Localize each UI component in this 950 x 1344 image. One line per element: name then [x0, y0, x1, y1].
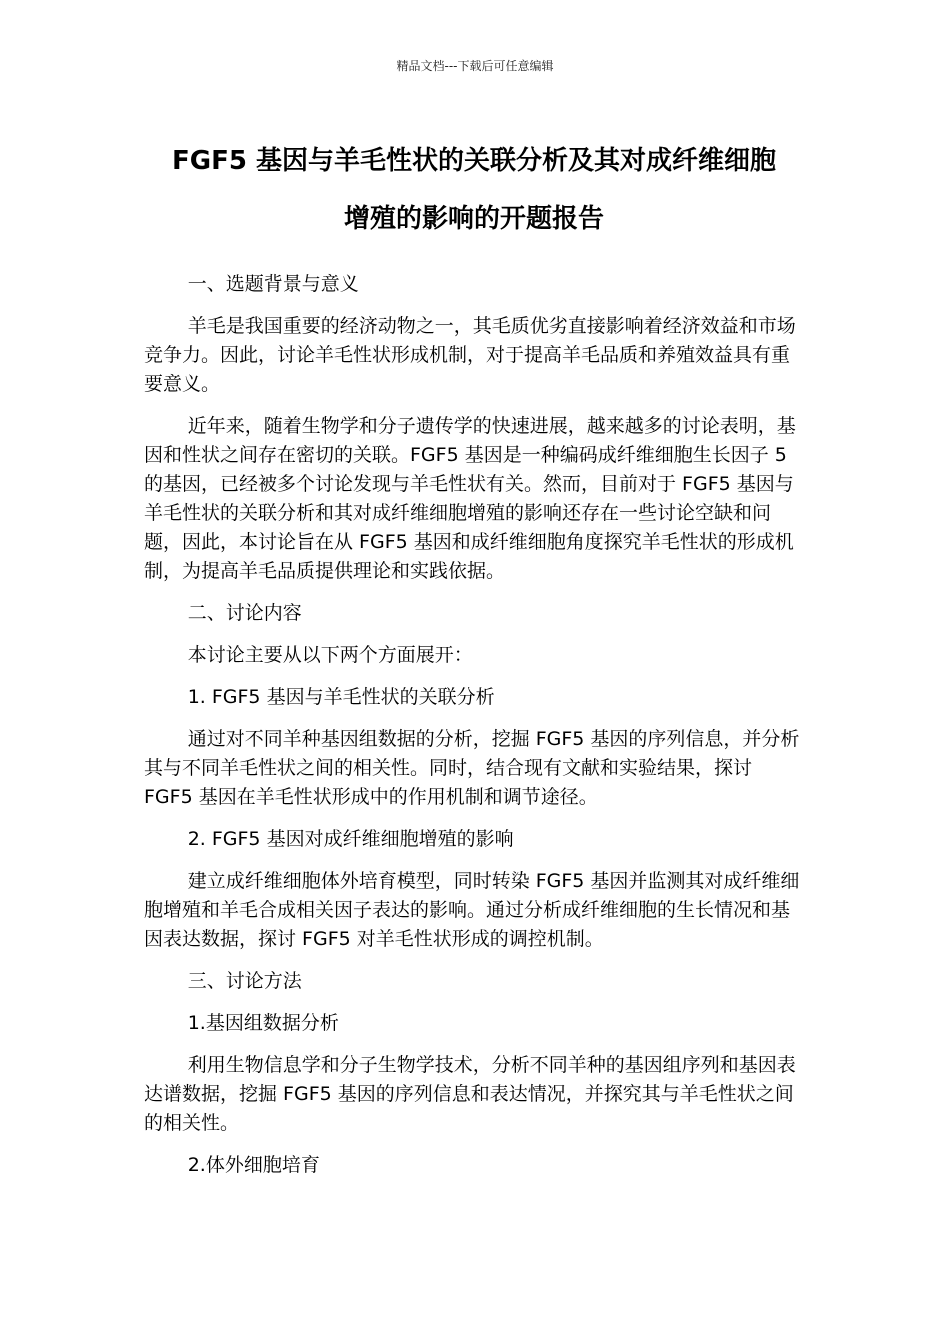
- title-line-1: FGF5 基因与羊毛性状的关联分析及其对成纤维细胞: [171, 146, 776, 176]
- title-line-2: 增殖的影响的开题报告: [343, 204, 604, 234]
- section-2-heading: 二、讨论内容: [187, 602, 302, 624]
- section-3-item-1-heading: 1.基因组数据分析: [187, 1012, 339, 1034]
- section-3-heading: 三、讨论方法: [187, 970, 302, 992]
- section-1-paragraph-1: 羊毛是我国重要的经济动物之一，其毛质优劣直接影响着经济效益和市场竞争力。因此，讨论羊毛性状形成机制，对于提高羊毛品质和养殖效益具有重要意义。: [144, 315, 796, 395]
- section-1-paragraph-2: 近年来，随着生物学和分子遗传学的快速进展，越来越多的讨论表明，基因和性状之间存在密切的关联。FGF5 基因是一种编码成纤维细胞生长因子 5 的基因，已经被多个讨论发现与羊毛性状有关。然而，目前对于 FGF5 基因与羊毛性状的关联分析和其对成纤维细胞增殖的影响还存在一些讨论空缺和问题，因此，本讨论旨在从 FGF5 基因和成纤维细胞角度探究羊毛性状的形成机制，为提高羊毛品质提供理论和实践依据。: [144, 415, 796, 582]
- section-1-heading: 一、选题背景与意义: [187, 273, 359, 295]
- section-2-item-1-heading: 1. FGF5 基因与羊毛性状的关联分析: [187, 686, 495, 708]
- section-2-intro: 本讨论主要从以下两个方面展开：: [187, 644, 473, 666]
- section-2-item-2-text: 建立成纤维细胞体外培育模型，同时转染 FGF5 基因并监测其对成纤维细胞增殖和羊毛合成相关因子表达的影响。通过分析成纤维细胞的生长情况和基因表达数据，探讨 FGF5 对羊毛性状形成的调控机制。: [144, 870, 800, 950]
- document-body: [144, 270, 804, 1193]
- section-3-item-2-heading: 2.体外细胞培育: [187, 1154, 320, 1176]
- document-title: [144, 132, 804, 248]
- header-note: 精品文档---下载后可任意编辑: [396, 59, 554, 73]
- section-2-item-1-text: 通过对不同羊种基因组数据的分析，挖掘 FGF5 基因的序列信息，并分析其与不同羊毛性状之间的相关性。同时，结合现有文献和实验结果，探讨 FGF5 基因在羊毛性状形成中的作用机制和调节途径。: [144, 728, 800, 808]
- section-2-item-2-heading: 2. FGF5 基因对成纤维细胞增殖的影响: [187, 828, 514, 850]
- section-3-item-1-text: 利用生物信息学和分子生物学技术，分析不同羊种的基因组序列和基因表达谱数据，挖掘 FGF5 基因的序列信息和表达情况，并探究其与羊毛性状之间的相关性。: [144, 1054, 796, 1134]
